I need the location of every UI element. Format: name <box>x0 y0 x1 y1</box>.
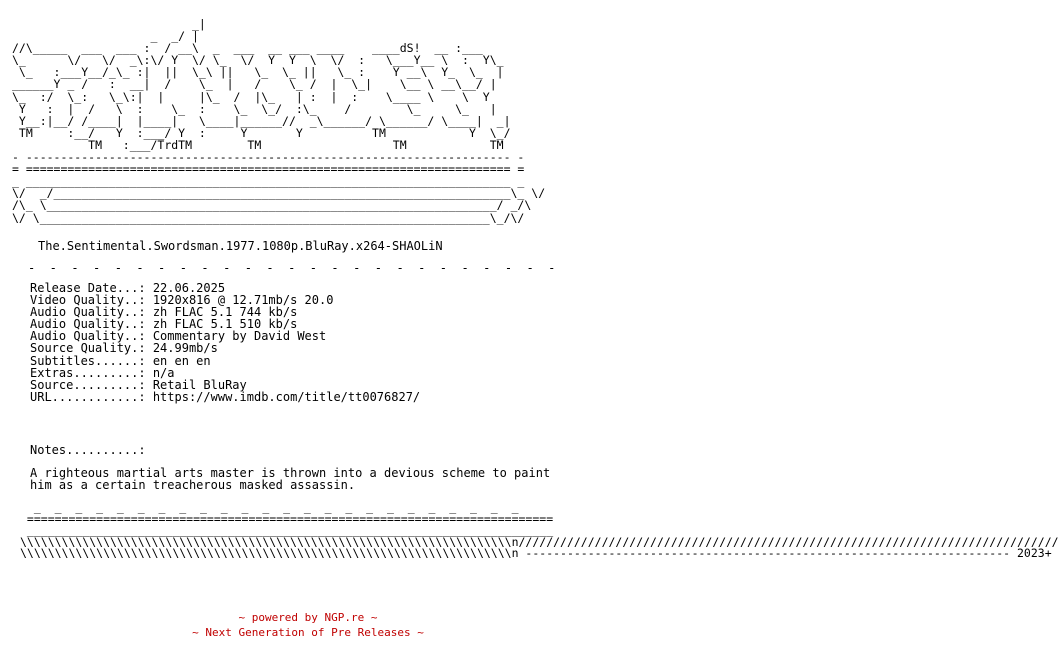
notes-label: Notes..........: <box>30 443 146 457</box>
info-value: zh FLAC 5.1 744 kb/s <box>152 305 298 320</box>
info-label: Source.........: <box>30 377 146 392</box>
info-value: n/a <box>152 365 175 380</box>
info-value: Commentary by David West <box>152 329 327 344</box>
info-row-url <box>30 391 420 403</box>
info-label: URL............: <box>30 389 146 404</box>
info-label: Release Date...: <box>30 281 146 295</box>
release-info-block <box>30 282 420 403</box>
credits <box>0 610 616 640</box>
banner-art: _| _ _/ | //\_____ ___ ___ : / __\ _ ___ __ ___ ____ ____dS! __ :___ \_ \/ \/ _\:\/ Y \/ \_ \/ Y Y \ \/ : \___Y__ \ : Y\_ \_ :___Y__/_\_ :| || \_\ || \_ \_ || \_ : Y __\ Y_ \_ | ______Y _ / : __| / \_ | / \_ / | \_| \__ \ __\__/ | \_ :/ \_: \_\:| | |\_ / |\_ | : | : \____ \ \ Y Y : | / \ : \_ : \_ \_/ :\_ / \_ \_ | Y__:|__/ /____| |____| \____|______// _\______/ \______/ \____| _| TM :__/ Y :___/ Y : Y Y TM Y \_/ TM :___/TrdTM TM TM TM <box>12 17 511 152</box>
info-label: Subtitles......: <box>30 353 146 368</box>
group-logo-ascii-art <box>12 18 545 224</box>
info-value: 22.06.2025 <box>152 281 226 295</box>
info-value: zh FLAC 5.1 510 kb/s <box>152 317 298 332</box>
info-value: en en en <box>152 353 211 368</box>
info-label: Extras.........: <box>30 365 146 380</box>
dashed-separator: - - - - - - - - - - - - - - - - - - - - - - - - - <box>28 261 556 275</box>
release-name: The.Sentimental.Swordsman.1977.1080p.BluRay.x264-SHAOLiN <box>38 239 443 253</box>
powered-by-text: ~ powered by NGP.re ~ <box>238 611 378 624</box>
info-value: Retail BluRay <box>152 377 247 392</box>
info-value: 1920x816 @ 12.71mb/s 20.0 <box>152 293 334 308</box>
info-label: Audio Quality..: <box>30 317 146 332</box>
info-value: 24.99mb/s <box>152 341 218 356</box>
info-label: Video Quality..: <box>30 293 146 308</box>
tagline-text: ~ Next Generation of Pre Releases ~ <box>192 626 424 639</box>
info-label: Source Quality.: <box>30 341 146 356</box>
footer-ascii-art: _ _ _ _ _ _ _ _ _ _ _ _ _ _ _ _ _ _ _ _ _ _ _ _ ============================================================================ ____________________________________________________________________________ \\\\\\\\\\\\\\\\\\\\\\\\\\\\\\\\\\\\\\\\\\\\\\\\\\\\\\\\\\\\\\\\\\\\\\\n////////////////////////////////////////////////////////////////////////////// \\\\\\\\\\\\\\\\\\\\\\\\\\\\\\\\\\\\\\\\\\\\\\\\\\\\\\\\\\\\\\\\\\\\\\\n ---------------------------------------------------------------------- 2023+ <box>20 500 1059 560</box>
imdb-url: https://www.imdb.com/title/tt0076827/ <box>152 389 421 404</box>
notes-text: A righteous martial arts master is thrown into a devious scheme to paint him as a certain treacherous masked assassin. <box>30 466 551 493</box>
info-label: Audio Quality..: <box>30 329 146 344</box>
rule-lines: - ---------------------------------------------------------------------- - = ====================================================================== = _ ______________________________________________________________________ _ \/ _/__________________________________________________________________\_ \/ /\_ \_________________________________________________________________/ _/\ \/ \_________________________________________________________________\_/\/ <box>12 150 546 225</box>
info-label: Audio Quality..: <box>30 305 146 320</box>
